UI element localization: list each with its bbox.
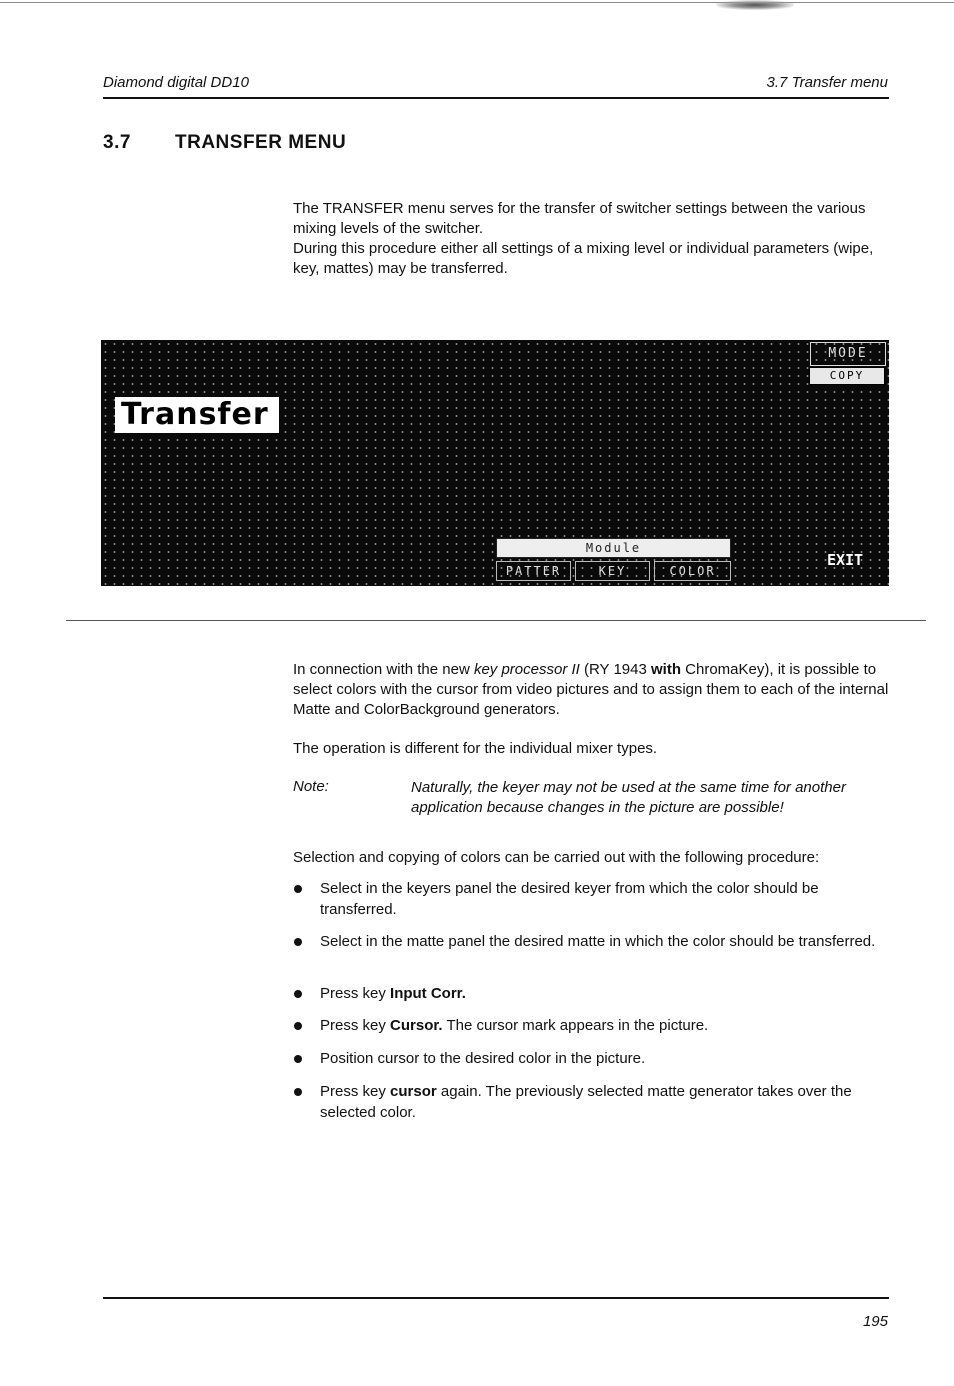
list-item	[320, 878, 889, 920]
key-name: Cursor.	[390, 1017, 443, 1034]
body-bold-text: with	[651, 661, 681, 678]
section-heading	[103, 132, 346, 154]
menu-title: Transfer	[115, 397, 279, 433]
copy-button[interactable]: COPY	[810, 368, 884, 384]
pattern-soft-key[interactable]: PATTER	[496, 561, 571, 581]
list-item	[320, 983, 889, 1004]
page-number: 195	[862, 1313, 888, 1330]
list-item	[320, 931, 889, 952]
product-name: key processor II	[473, 661, 580, 678]
scan-smudge	[715, 0, 795, 10]
top-edge-rule	[0, 2, 954, 3]
note-text: Naturally, the keyer may not be used at the same time for another application because changes in the picture are possible!	[411, 779, 846, 816]
key-soft-key[interactable]: KEY	[575, 561, 650, 581]
section-number: 3.7	[103, 132, 131, 153]
list-item-text: Select in the matte panel the desired matte in which the color should be transferred.	[320, 933, 876, 950]
bullet-dot	[294, 1022, 302, 1030]
list-item-text: Select in the keyers panel the desired keyer from which the color should be transferred.	[320, 880, 819, 918]
bullet-dot	[294, 885, 302, 893]
bullet-dot	[294, 1055, 302, 1063]
list-item-text: Press key	[320, 985, 391, 1002]
list-item	[320, 1048, 889, 1069]
list-item-text: Press key	[320, 1017, 391, 1034]
note-label: Note:	[293, 778, 329, 795]
exit-button[interactable]: EXIT	[826, 551, 864, 569]
list-item	[320, 1081, 889, 1123]
intro-paragraph-1: The TRANSFER menu serves for the transfer of switcher settings between the various mixing levels of the switcher.	[293, 200, 866, 237]
separator-rule	[66, 620, 926, 621]
intro-paragraph-2: During this procedure either all settings of a mixing level or individual parameters (wipe, key, mattes) may be transferred.	[293, 240, 874, 277]
body-text: In connection with the new	[293, 661, 474, 678]
list-item	[320, 1015, 889, 1036]
bullet-dot	[294, 990, 302, 998]
list-item-text: Position cursor to the desired color in the picture.	[320, 1050, 646, 1067]
key-name: Input Corr.	[390, 985, 466, 1002]
key-name: cursor	[390, 1083, 437, 1100]
running-header-section: 3.7 Transfer menu	[766, 74, 888, 91]
section-title: TRANSFER MENU	[175, 132, 347, 153]
bullet-dot	[294, 1088, 302, 1096]
running-header-title: Diamond digital DD10	[103, 74, 249, 91]
body-paragraph-1	[293, 660, 889, 720]
body-paragraph-3: Selection and copying of colors can be carried out with the following procedure:	[293, 849, 820, 866]
header-rule	[103, 97, 889, 99]
mode-button[interactable]: MODE	[810, 342, 886, 366]
list-item-text: The cursor mark appears in the picture.	[442, 1017, 709, 1034]
transfer-menu-screenshot	[101, 340, 889, 586]
list-item-text: again. The previously selected matte generator takes over the selected color.	[320, 1083, 852, 1121]
body-text: ChromaKey), it is possible to select colors with the cursor from video pictures and to assign them to each of the internal Matte and ColorBackground generators.	[293, 661, 889, 718]
body-text: (RY 1943	[579, 661, 651, 678]
body-paragraph-2: The operation is different for the individual mixer types.	[293, 740, 658, 757]
footer-rule	[103, 1297, 889, 1299]
list-item-text: Press key	[320, 1083, 391, 1100]
module-button[interactable]: Module	[496, 538, 731, 558]
bullet-dot	[294, 938, 302, 946]
color-soft-key[interactable]: COLOR	[654, 561, 731, 581]
